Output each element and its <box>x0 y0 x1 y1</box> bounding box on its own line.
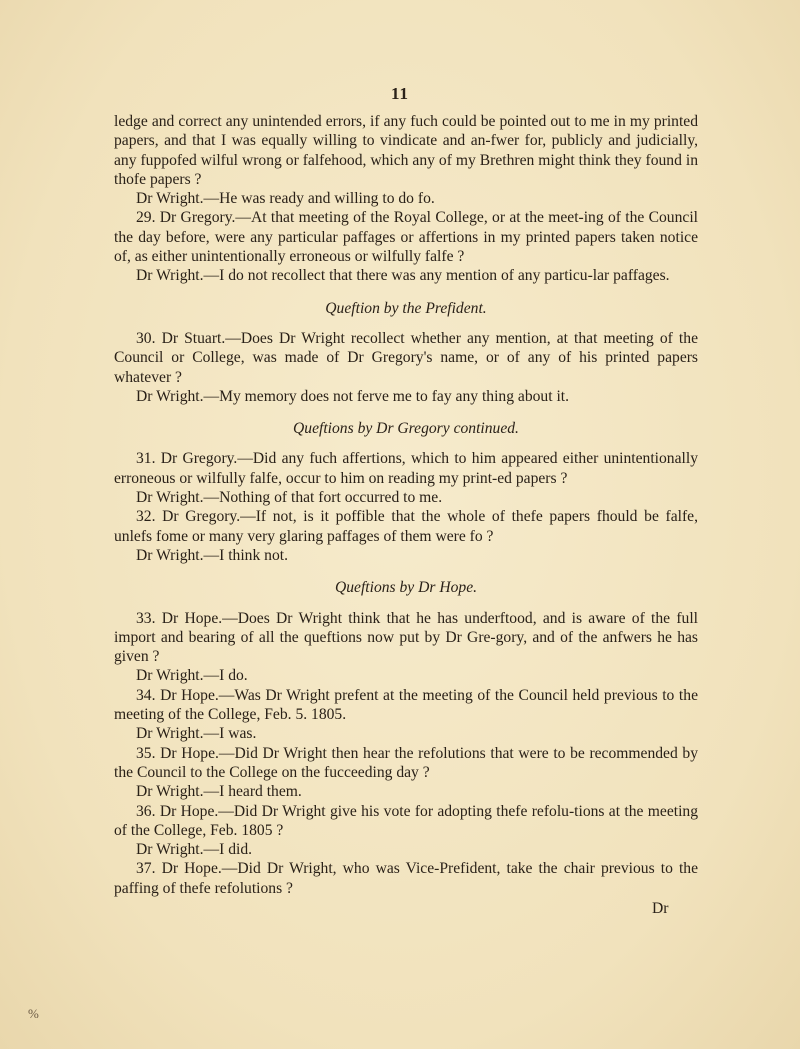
answer: Dr Wright.—He was ready and willing to do fo. <box>136 190 435 208</box>
catchword: Dr <box>652 900 669 917</box>
question: 36. Dr Hope.—Did Dr Wright give his vote for adopting thefe refolu-tions at the meeting of the College, Feb. 1805 ? <box>114 802 698 839</box>
answer: Dr Wright.—I was. <box>136 725 257 743</box>
answer: Dr Wright.—I do not recollect that there was any mention of any particu-lar paffages. <box>136 267 670 285</box>
answer: Dr Wright.—I do. <box>136 667 248 685</box>
answer: Dr Wright.—I think not. <box>136 546 288 564</box>
question: 31. Dr Gregory.—Did any fuch affertions, which to him appeared either unintentionally erroneous or wilfully falfe, occur to him on reading my print-ed papers ? <box>114 450 698 487</box>
section-heading: Queftions by Dr Hope. <box>334 579 478 597</box>
question: 35. Dr Hope.—Did Dr Wright then hear the refolutions that were to be recommended by the Council to the College on the fucceeding day ? <box>114 744 698 781</box>
question: 30. Dr Stuart.—Does Dr Wright recollect whether any mention, at that meeting of the Council or College, was made of Dr Gregory's name, or of any of his printed papers whatever ? <box>114 329 698 386</box>
question: 34. Dr Hope.—Was Dr Wright prefent at the meeting of the Council held previous to the meeting of the College, Feb. 5. 1805. <box>114 686 698 724</box>
page-number: 11 <box>390 84 410 103</box>
margin-mark: % <box>28 1006 39 1021</box>
question: 37. Dr Hope.—Did Dr Wright, who was Vice-Prefident, take the chair previous to the paffing of thefe refolutions ? <box>114 860 698 897</box>
answer: Dr Wright.—I heard them. <box>136 783 302 801</box>
answer: Dr Wright.—My memory does not ferve me to fay any thing about it. <box>136 387 570 405</box>
body-text <box>114 112 698 898</box>
question: 33. Dr Hope.—Does Dr Wright think that he has underftood, and is aware of the full import and bearing of all the queftions now put by Dr Gre-gory, and of the anfwers he has given ? <box>114 609 698 666</box>
section-heading: Queftions by Dr Gregory continued. <box>293 420 519 438</box>
paragraph: ledge and correct any unintended errors, if any fuch could be pointed out to me in my printed papers, and that I was equally willing to vindicate and an-fwer for, publicly and judicially, any fuppofed wilful wrong or falfehood, which any of my Brethren might think they found in thofe papers ? <box>114 113 698 188</box>
answer: Dr Wright.—Nothing of that fort occurred to me. <box>136 489 443 507</box>
question: 32. Dr Gregory.—If not, is it poffible that the whole of thefe papers fhould be falfe, unlefs fome or many very glaring paffages of them were fo ? <box>114 508 698 545</box>
question: 29. Dr Gregory.—At that meeting of the Royal College, or at the meet-ing of the Council the day before, were any particular paffages or affertions in my printed papers taken notice of, as either unintentionally erroneous or wilfully falfe ? <box>114 209 698 266</box>
answer: Dr Wright.—I did. <box>136 841 253 859</box>
section-heading: Queftion by the Prefident. <box>325 299 487 317</box>
